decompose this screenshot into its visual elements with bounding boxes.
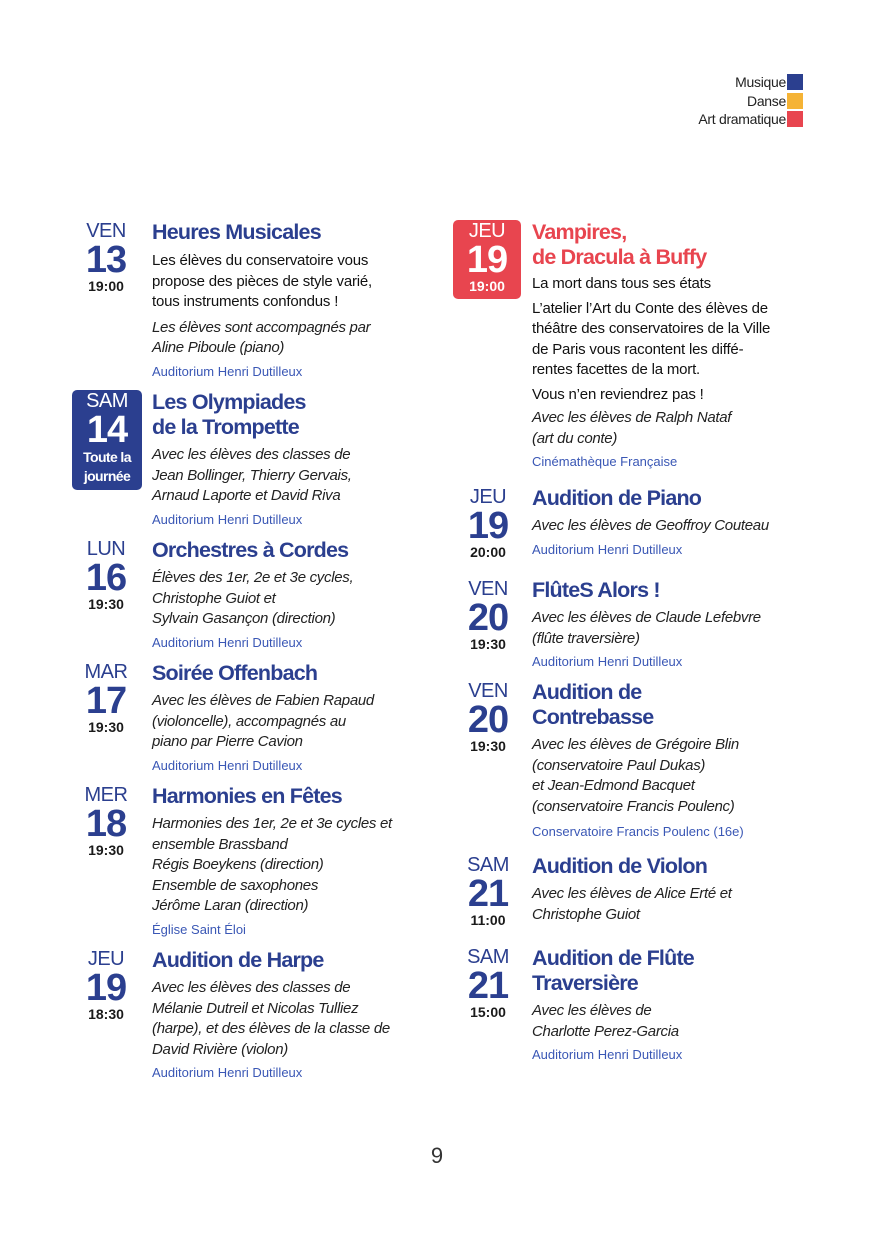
- event-time: 19:30: [88, 719, 124, 735]
- event-time: 19:30: [470, 738, 506, 754]
- event-venue: Auditorium Henri Dutilleux: [152, 634, 303, 650]
- event-title: Audition de Flûte Traversière: [532, 946, 694, 995]
- event-time: 19:00: [88, 278, 124, 294]
- event-body: [152, 784, 432, 938]
- day-number: 13: [85, 239, 127, 281]
- event-title: Orchestres à Cordes: [152, 538, 349, 562]
- day-of-week: VEN: [86, 220, 126, 242]
- day-number: 21: [467, 873, 509, 915]
- day-of-week: JEU: [469, 486, 507, 508]
- event-venue: Auditorium Henri Dutilleux: [532, 541, 683, 557]
- event-title: Audition de Violon: [532, 854, 708, 878]
- legend-item-musique: [698, 73, 803, 92]
- event-title: Vampires, de Dracula à Buffy: [532, 220, 707, 269]
- day-number: 14: [86, 409, 128, 451]
- day-of-week: SAM: [86, 390, 128, 412]
- event-description: Harmonies des 1er, 2e et 3e cycles et ensemble Brassband Régis Boeykens (direction) Ensemble de saxophones Jérôme Laran (direction): [152, 815, 392, 914]
- event-description: Avec les élèves de Alice Erté et Christophe Guiot: [532, 885, 732, 923]
- day-number: 18: [85, 803, 127, 845]
- event-time: 15:00: [470, 1004, 506, 1020]
- legend-item-art-dramatique: [698, 110, 803, 129]
- event-body: [532, 486, 812, 558]
- event-lead: Les élèves du conservatoire vous propose des pièces de style varié, tous instruments confondus !: [152, 252, 372, 310]
- event-venue: Auditorium Henri Dutilleux: [152, 511, 303, 527]
- event-time: Toute la journée: [83, 449, 131, 484]
- day-of-week: MER: [84, 784, 128, 806]
- legend-label: Art dramatique: [698, 111, 786, 128]
- event-venue: Auditorium Henri Dutilleux: [152, 363, 303, 379]
- legend-swatch-red: [787, 111, 803, 127]
- event-date: [70, 661, 142, 736]
- day-of-week: VEN: [468, 680, 508, 702]
- event-title: Soirée Offenbach: [152, 661, 318, 685]
- event-paragraph-tagline: Vous n’en reviendrez pas !: [532, 385, 704, 403]
- event-date: [452, 854, 524, 929]
- event-title: FlûteS Alors !: [532, 578, 660, 602]
- legend-label: Danse: [747, 92, 786, 109]
- event-body: [152, 538, 432, 651]
- event-time: 11:00: [470, 912, 506, 928]
- event-description: Avec les élèves de Claude Lefebvre (flûte traversière): [532, 609, 761, 647]
- legend-swatch-blue: [787, 74, 803, 90]
- event-description: Avec les élèves des classes de Mélanie Dutreil et Nicolas Tulliez (harpe), et des élèves de la classe de David Rivière (violon): [152, 979, 390, 1058]
- day-number: 20: [467, 699, 509, 741]
- event-title: Harmonies en Fêtes: [152, 784, 342, 808]
- event-venue: Église Saint Éloi: [152, 921, 246, 937]
- day-number: 17: [85, 680, 127, 722]
- legend-swatch-yellow: [787, 93, 803, 109]
- event-description: Avec les élèves de Geoffroy Couteau: [532, 517, 769, 534]
- event-description: Avec les élèves de Grégoire Blin (conservatoire Paul Dukas) et Jean-Edmond Bacquet (conservatoire Francis Poulenc): [532, 736, 739, 815]
- event-time: 19:30: [88, 842, 124, 858]
- event-body: [532, 578, 812, 670]
- event-paragraph: L’atelier l’Art du Conte des élèves de théâtre des conservatoires de la Ville de Paris vous racontent les diffé- rentes facettes de la mort.: [532, 299, 771, 378]
- event-body: [152, 661, 432, 774]
- event-venue: Auditorium Henri Dutilleux: [152, 1065, 303, 1080]
- event-date: [452, 946, 524, 1021]
- event-body: [532, 946, 812, 1063]
- event-title: Audition de Harpe: [152, 948, 324, 972]
- event-date: [70, 220, 142, 295]
- event-time: 18:30: [88, 1006, 124, 1022]
- event-description: Élèves des 1er, 2e et 3e cycles, Christophe Guiot et Sylvain Gasançon (direction): [152, 569, 354, 627]
- day-of-week: JEU: [468, 220, 506, 242]
- event-body: [532, 854, 812, 925]
- day-of-week: SAM: [467, 946, 509, 968]
- day-of-week: LUN: [86, 538, 126, 560]
- legend-item-danse: [698, 92, 803, 111]
- event-venue: Auditorium Henri Dutilleux: [532, 654, 683, 669]
- event-time: 20:00: [470, 544, 506, 560]
- day-number: 19: [466, 239, 508, 281]
- day-number: 19: [467, 505, 509, 547]
- day-number: 20: [467, 597, 509, 639]
- event-title: Heures Musicales: [152, 220, 321, 244]
- day-of-week: VEN: [468, 578, 508, 600]
- event-description: Avec les élèves de Fabien Rapaud (violoncelle), accompagnés au piano par Pierre Cavion: [152, 692, 374, 750]
- event-venue: Conservatoire Francis Poulenc (16e): [532, 824, 744, 839]
- legend-label: Musique: [735, 74, 786, 91]
- event-description: Avec les élèves des classes de Jean Bollinger, Thierry Gervais, Arnaud Laporte et David Riva: [152, 446, 352, 504]
- event-date: [70, 538, 142, 613]
- event-description: Les élèves sont accompagnés par Aline Piboule (piano): [152, 318, 371, 356]
- event-date: [452, 680, 524, 755]
- event-time: 19:30: [470, 636, 506, 652]
- page-number: 9: [430, 1143, 444, 1168]
- event-venue: Auditorium Henri Dutilleux: [532, 1047, 683, 1062]
- event-date: [70, 784, 142, 859]
- day-of-week: MAR: [84, 661, 128, 683]
- event-date: [453, 220, 521, 299]
- event-body: [152, 220, 432, 380]
- event-date: [72, 390, 142, 490]
- event-time: 19:30: [88, 596, 124, 612]
- event-title: Audition de Piano: [532, 486, 702, 510]
- event-time: 19:00: [469, 278, 505, 294]
- event-lead: La mort dans tous ses états: [532, 275, 711, 292]
- day-number: 16: [85, 557, 127, 599]
- event-date: [70, 948, 142, 1023]
- event-date: [452, 486, 524, 561]
- day-of-week: SAM: [467, 854, 509, 876]
- day-number: 21: [467, 965, 509, 1007]
- event-title: Les Olympiades de la Trompette: [152, 390, 306, 439]
- event-body: [152, 390, 432, 528]
- event-body: [532, 680, 812, 840]
- event-title: Audition de Contrebasse: [532, 680, 654, 729]
- event-venue: Cinémathèque Française: [532, 454, 678, 469]
- day-of-week: JEU: [87, 948, 125, 970]
- event-description: Avec les élèves de Ralph Nataf (art du conte): [532, 409, 732, 447]
- event-venue: Auditorium Henri Dutilleux: [152, 757, 303, 773]
- event-body: [152, 948, 432, 1081]
- day-number: 19: [85, 967, 127, 1009]
- event-body: [532, 220, 812, 470]
- discipline-legend: [698, 73, 803, 129]
- event-description: Avec les élèves de Charlotte Perez-Garcia: [532, 1002, 679, 1040]
- event-date: [452, 578, 524, 653]
